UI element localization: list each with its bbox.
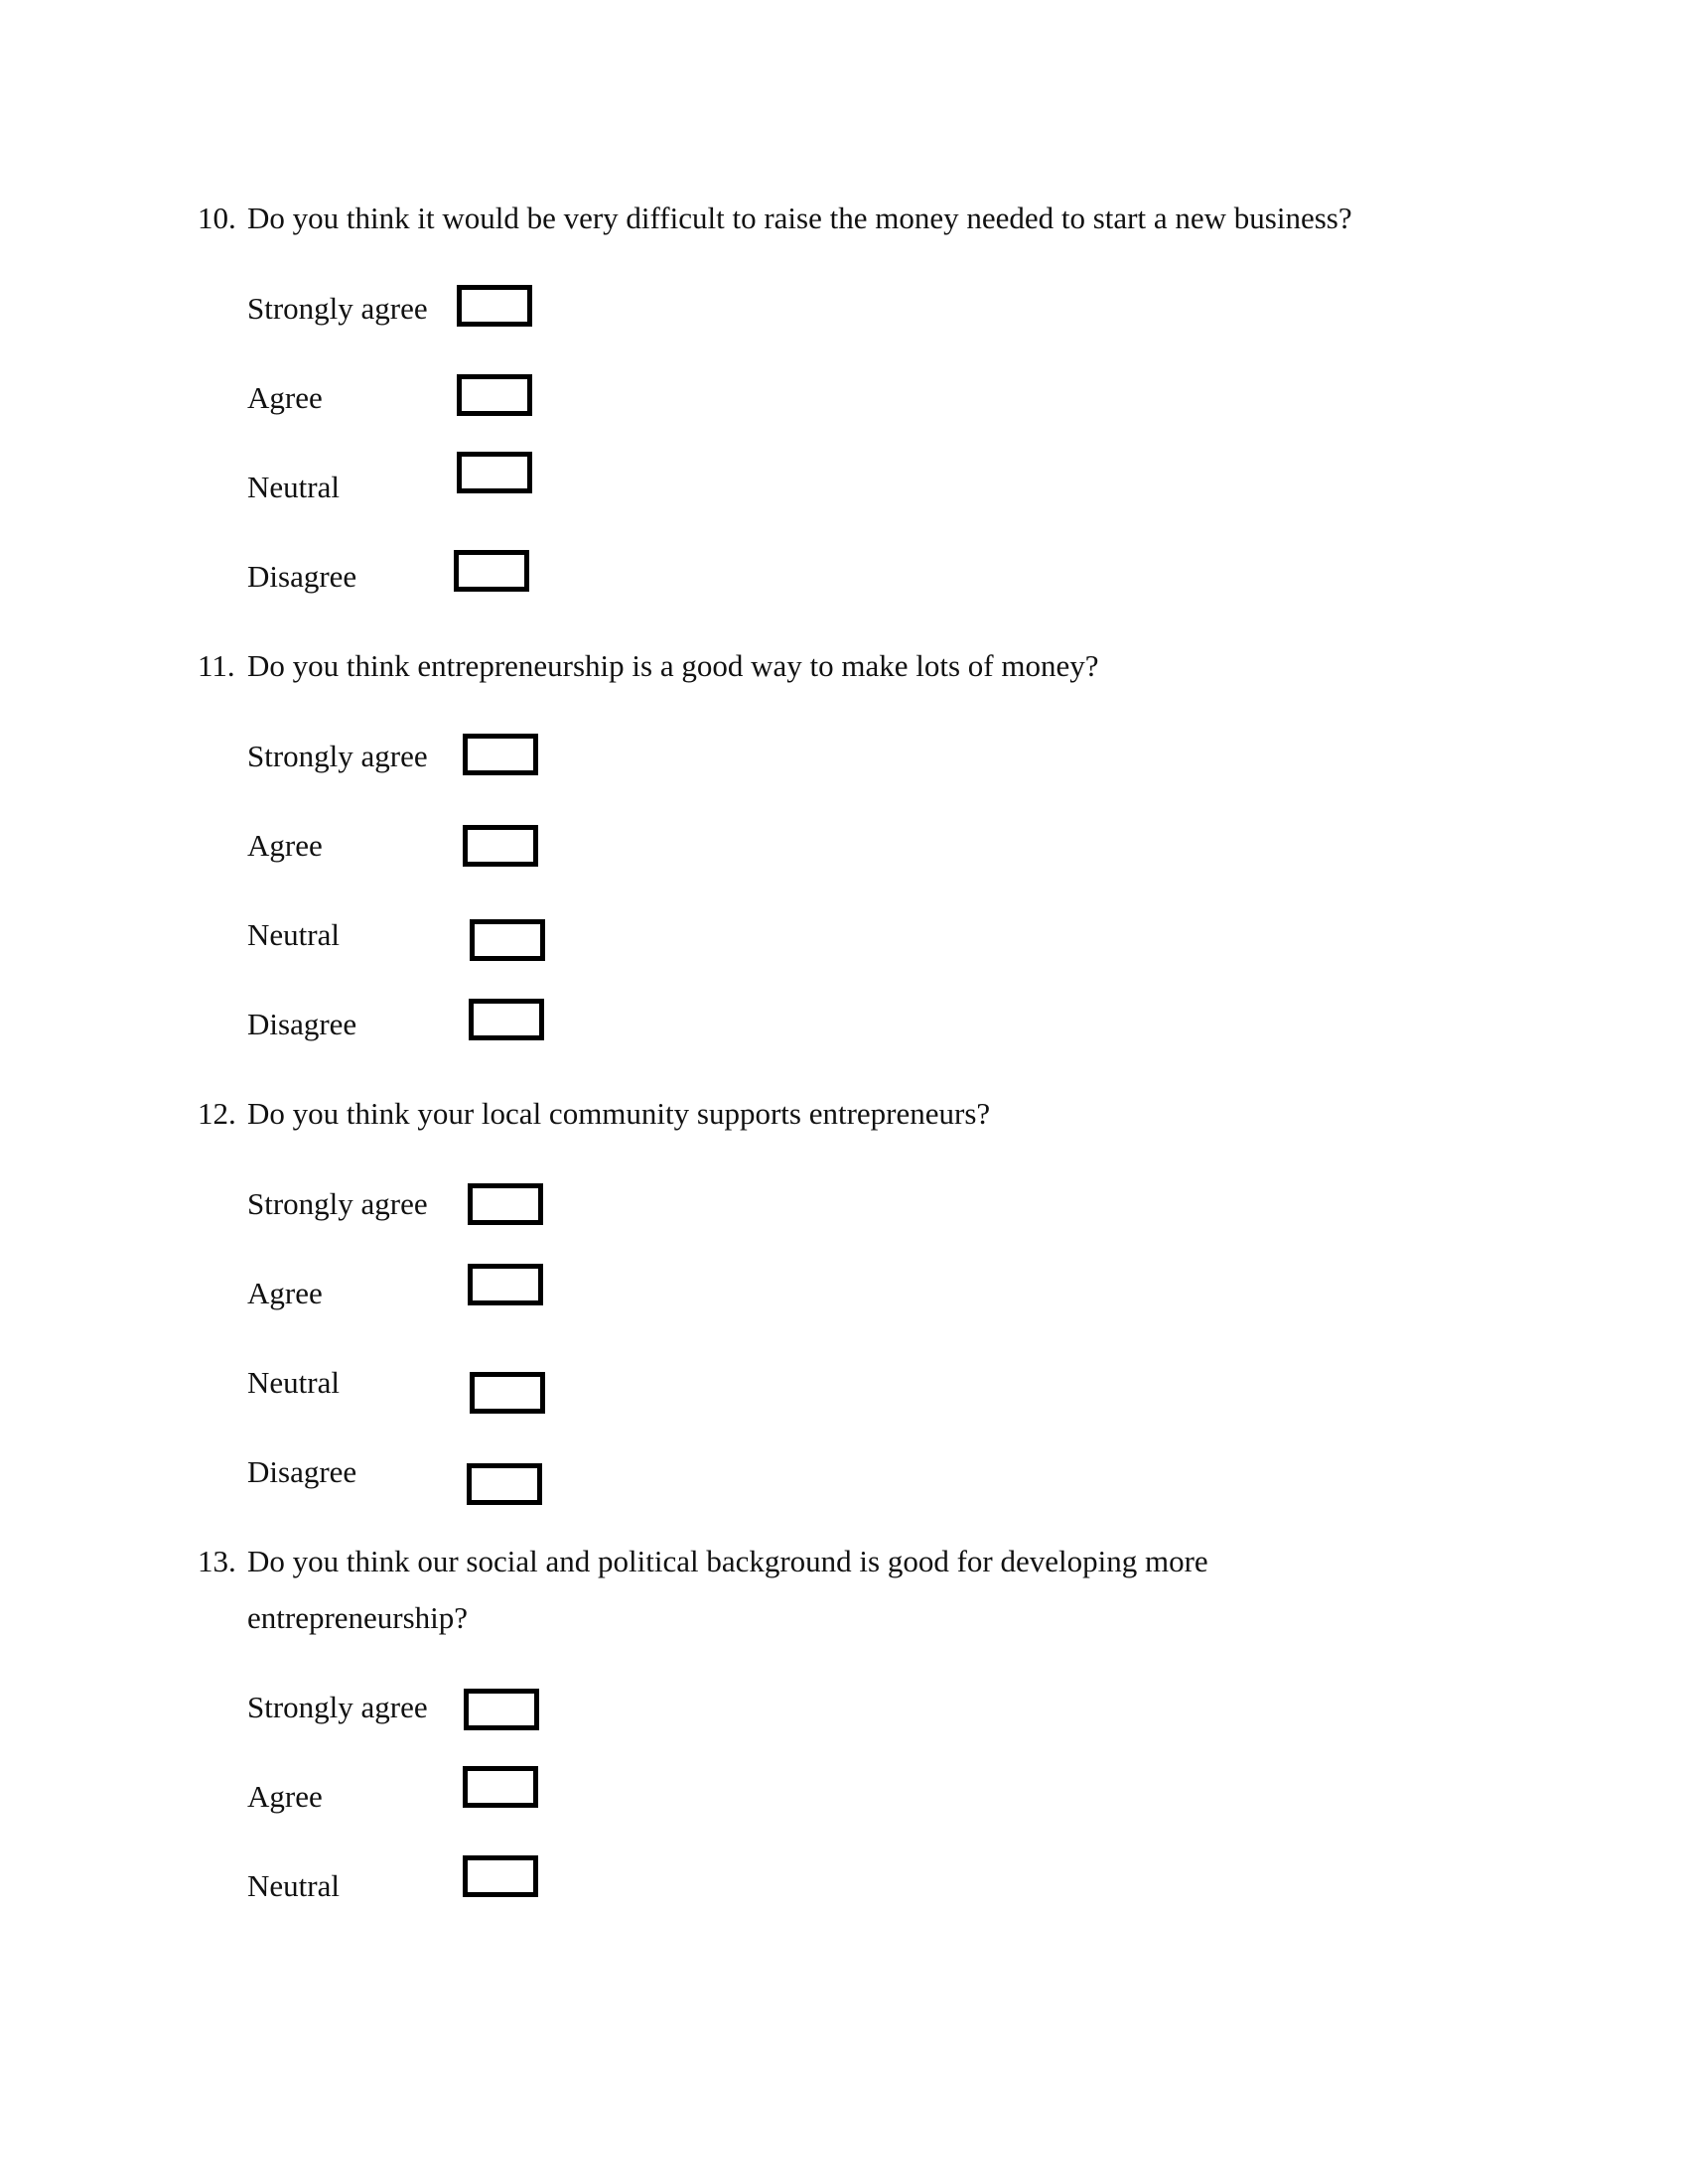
checkbox-agree[interactable] bbox=[463, 825, 538, 867]
checkbox-neutral[interactable] bbox=[457, 452, 532, 493]
option-label-disagree: Disagree bbox=[247, 1454, 357, 1489]
option-label-neutral: Neutral bbox=[247, 917, 340, 952]
checkbox-disagree[interactable] bbox=[454, 550, 529, 592]
checkbox-strongly-agree[interactable] bbox=[457, 285, 532, 327]
option-label-agree: Agree bbox=[247, 380, 323, 415]
checkbox-neutral[interactable] bbox=[470, 1372, 545, 1414]
option-label-strongly-agree: Strongly agree bbox=[247, 739, 428, 773]
option-label-agree: Agree bbox=[247, 1779, 323, 1814]
checkbox-strongly-agree[interactable] bbox=[464, 1689, 539, 1730]
option-label-neutral: Neutral bbox=[247, 1868, 340, 1903]
checkbox-disagree[interactable] bbox=[469, 999, 544, 1040]
question-number: 10. bbox=[198, 201, 236, 235]
option-label-neutral: Neutral bbox=[247, 1365, 340, 1400]
option-label-agree: Agree bbox=[247, 828, 323, 863]
option-label-strongly-agree: Strongly agree bbox=[247, 1186, 428, 1221]
option-label-strongly-agree: Strongly agree bbox=[247, 291, 428, 326]
checkbox-strongly-agree[interactable] bbox=[463, 734, 538, 775]
checkbox-agree[interactable] bbox=[468, 1264, 543, 1305]
question-text: Do you think entrepreneurship is a good way to make lots of money? bbox=[247, 648, 1099, 683]
option-label-neutral: Neutral bbox=[247, 470, 340, 504]
option-label-strongly-agree: Strongly agree bbox=[247, 1690, 428, 1724]
checkbox-agree[interactable] bbox=[463, 1766, 538, 1808]
checkbox-agree[interactable] bbox=[457, 374, 532, 416]
question-text-continued: entrepreneurship? bbox=[247, 1600, 469, 1635]
question-number: 12. bbox=[198, 1096, 236, 1131]
option-label-disagree: Disagree bbox=[247, 559, 357, 594]
question-text: Do you think your local community supports entrepreneurs? bbox=[247, 1096, 991, 1131]
checkbox-neutral[interactable] bbox=[463, 1855, 538, 1897]
option-label-disagree: Disagree bbox=[247, 1007, 357, 1041]
checkbox-disagree[interactable] bbox=[467, 1463, 542, 1505]
question-number: 13. bbox=[198, 1544, 236, 1578]
question-text: Do you think it would be very difficult to raise the money needed to start a new business? bbox=[247, 201, 1352, 235]
option-label-agree: Agree bbox=[247, 1276, 323, 1310]
checkbox-strongly-agree[interactable] bbox=[468, 1183, 543, 1225]
question-text: Do you think our social and political background is good for developing more bbox=[247, 1544, 1208, 1578]
question-number: 11. bbox=[198, 648, 235, 683]
checkbox-neutral[interactable] bbox=[470, 919, 545, 961]
